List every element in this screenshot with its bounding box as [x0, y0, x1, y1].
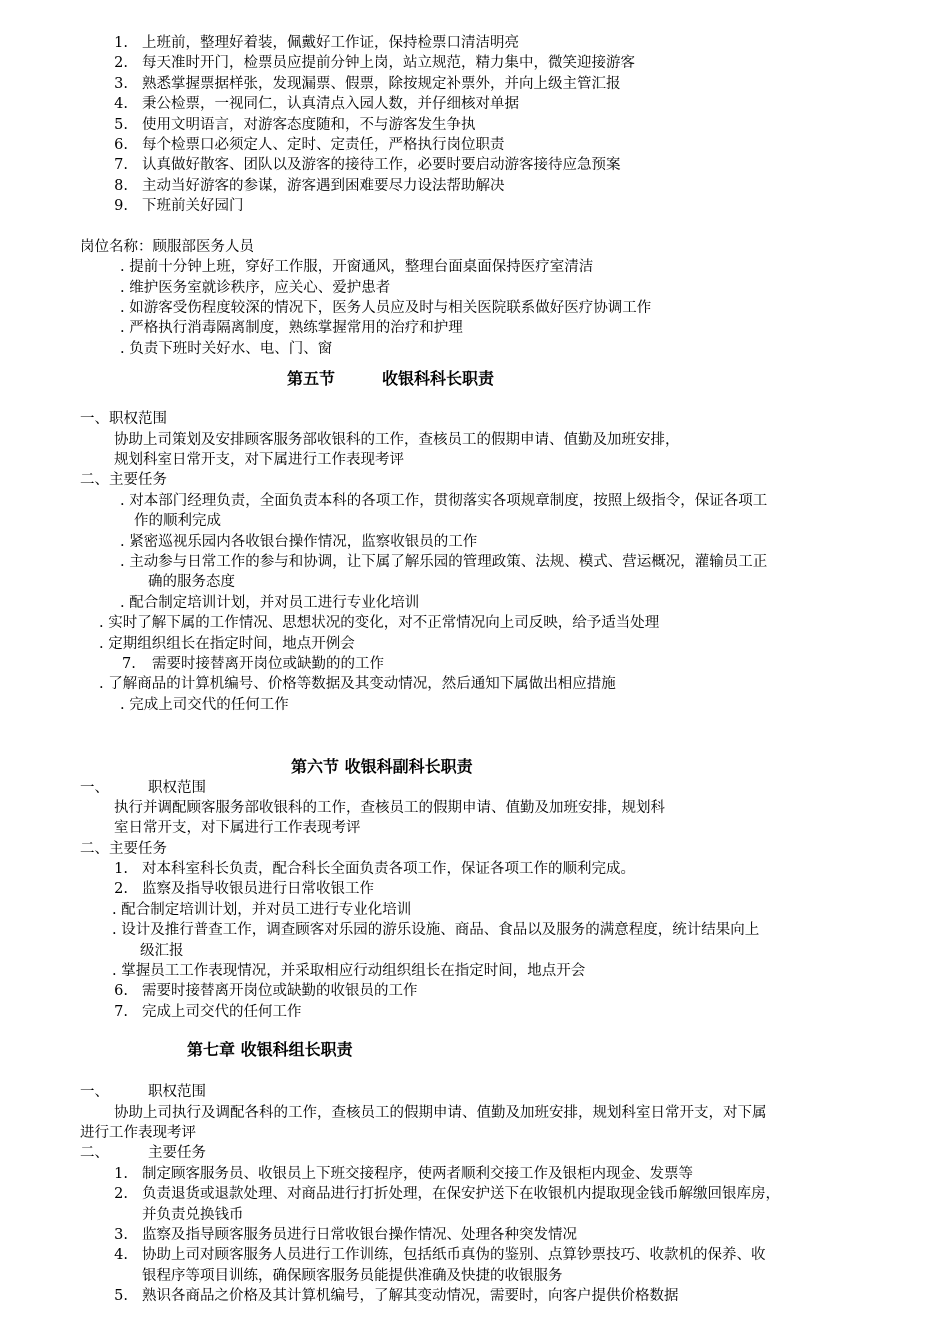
list-item — [0, 674, 950, 694]
list-item-continuation — [0, 572, 950, 592]
item-text: . 配合制定培训计划，并对员工进行专业化培训 — [120, 594, 420, 611]
item-text: 监察及指导顾客服务员进行日常收银台操作情况、处理各种突发情况 — [142, 1226, 577, 1243]
item-text: 制定顾客服务员、收银员上下班交接程序，使两者顺利交接工作及银柜内现金、发票等 — [142, 1165, 693, 1182]
list-item — [0, 1286, 950, 1306]
tasks-title-row — [0, 1143, 950, 1163]
list-item — [0, 1002, 950, 1022]
chapter-heading — [0, 1040, 950, 1062]
item-text: . 了解商品的计算机编号、价格等数据及其变动情况，然后通知下属做出相应措施 — [99, 676, 616, 693]
list-item — [0, 135, 950, 155]
position-title: 岗位名称：顾服部医务人员 — [80, 238, 254, 255]
item-number: 8. — [114, 177, 128, 194]
item-number: 2. — [114, 1186, 128, 1203]
list-item — [0, 961, 950, 981]
list-item — [0, 879, 950, 899]
list-item — [0, 115, 950, 135]
scope-title-row — [0, 1082, 950, 1102]
list-item-continuation — [0, 1205, 950, 1225]
section-5 — [0, 369, 950, 715]
item-text: 上班前，整理好着装，佩戴好工作证，保持检票口清洁明亮 — [142, 35, 519, 51]
item-number: 7. — [114, 1003, 128, 1020]
item-text: 对本科室科长负责，配合科长全面负责各项工作，保证各项工作的顺利完成。 — [142, 861, 635, 878]
item-text: 熟识各商品之价格及其计算机编号，了解其变动情况，需要时，向客户提供价格数据 — [142, 1288, 679, 1305]
item-text: . 紧密巡视乐园内各收银台操作情况，监察收银员的工作 — [120, 533, 478, 550]
list-item — [0, 859, 950, 879]
list-item — [0, 74, 950, 94]
item-text: . 定期组织组长在指定时间，地点开例会 — [99, 635, 355, 652]
medical-staff-section — [0, 237, 950, 359]
item-text: 认真做好散客、团队以及游客的接待工作，必要时要启动游客接待应急预案 — [142, 157, 621, 174]
scope-text: 协助上司执行及调配各科的工作，查核员工的假期申请、值勤及加班安排，规划科室日常开支，对下属 — [114, 1104, 767, 1121]
tasks-title-row — [0, 839, 950, 859]
list-item — [0, 94, 950, 114]
tasks-title: 二、主要任务 — [80, 840, 167, 857]
list-item — [0, 1245, 950, 1265]
item-text: . 严格执行消毒隔离制度，熟练掌握常用的治疗和护理 — [120, 320, 463, 337]
item-number: 1. — [114, 35, 128, 51]
item-text: 需要时接替离开岗位或缺勤的的工作 — [152, 655, 384, 672]
scope-text: 规划科室日常开支，对下属进行工作表现考评 — [114, 452, 404, 469]
item-number: 6. — [114, 983, 128, 1000]
item-text: 作的顺利完成 — [134, 513, 221, 530]
paragraph-line — [0, 1123, 950, 1143]
item-text: . 掌握员工工作表现情况，并采取相应行动组织组长在指定时间，地点开会 — [112, 963, 586, 980]
list-item — [0, 981, 950, 1001]
item-text: . 对本部门经理负责，全面负责本科的各项工作，贯彻落实各项规章制度，按照上级指令，保证各项工 — [120, 492, 768, 509]
list-item-continuation — [0, 1266, 950, 1286]
list-item — [0, 613, 950, 633]
position-title-row — [0, 237, 950, 257]
list-item — [0, 1164, 950, 1184]
item-text: . 提前十分钟上班，穿好工作服，开窗通风，整理台面桌面保持医疗室清洁 — [120, 259, 594, 276]
item-text: 完成上司交代的任何工作 — [142, 1003, 302, 1020]
item-text: 协助上司对顾客服务人员进行工作训练，包括纸币真伪的鉴别、点算钞票技巧、收款机的保养、收 — [142, 1247, 766, 1264]
item-text: . 设计及推行普查工作，调查顾客对乐园的游乐设施、商品、食品以及服务的满意程度，统计结果向上 — [112, 922, 760, 939]
tasks-number: 二、 — [80, 1145, 109, 1162]
list-item — [0, 491, 950, 511]
section-title: 收银科科长职责 — [382, 369, 495, 389]
paragraph-line — [0, 450, 950, 470]
list-item — [0, 552, 950, 572]
list-item — [0, 155, 950, 175]
item-text: 级汇报 — [140, 942, 184, 959]
item-text: . 如游客受伤程度较深的情况下，医务人员应及时与相关医院联系做好医疗协调工作 — [120, 300, 652, 317]
scope-text: 执行并调配顾客服务部收银科的工作，查核员工的假期申请、值勤及加班安排，规划科 — [114, 799, 665, 816]
item-number: 2. — [114, 55, 128, 72]
list-item — [0, 53, 950, 73]
item-text: 主动当好游客的参谋，游客遇到困难要尽力设法帮助解决 — [142, 177, 505, 194]
item-number: 6. — [114, 136, 128, 153]
item-text: 并负责兑换钱币 — [142, 1206, 244, 1223]
scope-number: 一、 — [80, 779, 109, 796]
list-item — [0, 278, 950, 298]
list-item — [0, 900, 950, 920]
scope-text: 进行工作表现考评 — [80, 1124, 196, 1141]
item-text: 每天准时开门，检票员应提前分钟上岗，站立规范，精力集中，微笑迎接游客 — [142, 55, 635, 72]
ticket-duties-list — [0, 33, 950, 217]
list-item — [0, 634, 950, 654]
item-text: . 维护医务室就诊秩序，应关心、爱护患者 — [120, 279, 391, 296]
scope-title: 职权范围 — [148, 779, 206, 796]
item-text: 每个检票口必须定人、定时、定责任，严格执行岗位职责 — [142, 136, 505, 153]
scope-text: 室日常开支，对下属进行工作表现考评 — [114, 820, 361, 837]
paragraph-line — [0, 818, 950, 838]
list-item — [0, 318, 950, 338]
list-item — [0, 654, 950, 674]
chapter-7 — [0, 1040, 950, 1306]
list-item — [0, 176, 950, 196]
item-text: 银程序等项目训练，确保顾客服务员能提供准确及快捷的收银服务 — [142, 1267, 563, 1284]
tasks-title-row — [0, 470, 950, 490]
section-6 — [0, 757, 950, 1022]
item-text: . 负责下班时关好水、电、门、窗 — [120, 340, 333, 357]
item-number: 1. — [114, 861, 128, 878]
item-text: 使用文明语言，对游客态度随和，不与游客发生争执 — [142, 116, 476, 133]
item-text: 下班前关好园门 — [142, 198, 244, 215]
list-item — [0, 257, 950, 277]
scope-number: 一、 — [80, 1084, 109, 1101]
list-item — [0, 339, 950, 359]
item-number: 5. — [114, 116, 128, 133]
tasks-title: 主要任务 — [148, 1145, 206, 1162]
scope-title: 一、职权范围 — [80, 411, 167, 428]
section-heading — [0, 369, 950, 391]
list-item — [0, 33, 950, 53]
section-number: 第五节 — [287, 369, 336, 389]
tasks-title: 二、主要任务 — [80, 472, 167, 489]
item-text: 需要时接替离开岗位或缺勤的收银员的工作 — [142, 983, 418, 1000]
list-item — [0, 920, 950, 940]
list-item-continuation — [0, 941, 950, 961]
item-number: 5. — [114, 1288, 128, 1305]
item-number: 3. — [114, 75, 128, 92]
item-number: 3. — [114, 1226, 128, 1243]
scope-title-row — [0, 778, 950, 798]
list-item — [0, 532, 950, 552]
list-item — [0, 298, 950, 318]
item-text: 确的服务态度 — [148, 574, 235, 591]
paragraph-line — [0, 430, 950, 450]
item-text: 熟悉掌握票据样张，发现漏票、假票，除按规定补票外，并向上级主管汇报 — [142, 75, 621, 92]
list-item — [0, 593, 950, 613]
scope-text: 协助上司策划及安排顾客服务部收银科的工作，查核员工的假期申请、值勤及加班安排， — [114, 431, 680, 448]
item-text: 负责退货或退款处理、对商品进行打折处理，在保安护送下在收银机内提取现金钱币解缴回银库房， — [142, 1186, 780, 1203]
paragraph-line — [0, 1103, 950, 1123]
list-item — [0, 1184, 950, 1204]
list-item — [0, 1225, 950, 1245]
paragraph-line — [0, 798, 950, 818]
item-text: 监察及指导收银员进行日常收银工作 — [142, 881, 374, 898]
item-text: . 主动参与日常工作的参与和协调，让下属了解乐园的管理政策、法规、模式、营运概况，灌输员工正 — [120, 553, 768, 570]
scope-title-row — [0, 409, 950, 429]
item-text: 秉公检票，一视同仁，认真清点入园人数，并仔细核对单据 — [142, 96, 519, 113]
scope-title: 职权范围 — [148, 1084, 206, 1101]
chapter-title: 第七章 收银科组长职责 — [187, 1040, 353, 1060]
item-number: 9. — [114, 198, 128, 215]
section-heading — [0, 757, 950, 777]
item-number: 4. — [114, 96, 128, 113]
item-text: . 配合制定培训计划，并对员工进行专业化培训 — [112, 901, 412, 918]
item-text: . 完成上司交代的任何工作 — [120, 696, 289, 713]
item-number: 2. — [114, 881, 128, 898]
list-item — [0, 695, 950, 715]
document-body — [0, 33, 950, 1306]
list-item — [0, 196, 950, 216]
item-number: 7. — [122, 655, 136, 672]
item-text: . 实时了解下属的工作情况、思想状况的变化，对不正常情况向上司反映，给予适当处理 — [99, 615, 660, 632]
item-number: 1. — [114, 1165, 128, 1182]
list-item-continuation — [0, 511, 950, 531]
item-number: 7. — [114, 157, 128, 174]
item-number: 4. — [114, 1247, 128, 1264]
section-title: 第六节 收银科副科长职责 — [291, 757, 473, 777]
